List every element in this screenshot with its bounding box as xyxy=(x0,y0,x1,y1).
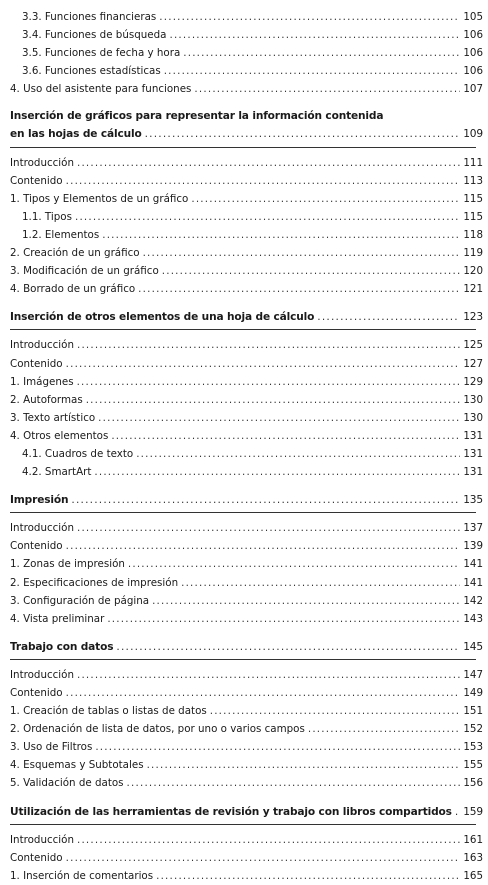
toc-entry-text: 1. Inserción de comentarios xyxy=(10,869,154,882)
toc-entry-text: 4. Esquemas y Subtotales xyxy=(10,759,144,772)
dot-leader xyxy=(143,244,461,262)
toc-entry xyxy=(10,592,483,610)
dot-leader xyxy=(102,226,460,244)
page-number: 163 xyxy=(463,851,483,864)
section-title-text: en las hojas de cálculo xyxy=(10,128,142,141)
page-number: 125 xyxy=(463,339,483,352)
dot-leader xyxy=(147,756,461,774)
toc-entry xyxy=(10,574,483,592)
page-number: 145 xyxy=(463,640,483,653)
toc-entry-text: 3.4. Funciones de búsqueda xyxy=(22,29,167,42)
page-number: 129 xyxy=(463,375,483,388)
dot-leader xyxy=(107,610,460,628)
toc-entry-text: 3. Uso de Filtros xyxy=(10,741,93,754)
dot-leader xyxy=(66,684,461,702)
page-number: 142 xyxy=(463,594,483,607)
toc-section xyxy=(10,108,483,298)
toc-entry-text: 1.2. Elementos xyxy=(22,228,100,241)
toc-section xyxy=(10,308,483,481)
dot-leader xyxy=(128,555,460,573)
toc-entry xyxy=(10,26,483,44)
section-title xyxy=(10,638,483,656)
dot-leader xyxy=(77,336,460,354)
toc-entry xyxy=(10,373,483,391)
toc-entry xyxy=(10,62,483,80)
toc-entry xyxy=(10,720,483,738)
toc-entry-text: Introducción xyxy=(10,156,74,169)
dot-leader xyxy=(156,867,460,885)
toc-entry xyxy=(10,831,483,849)
toc-entry-text: 4. Otros elementos xyxy=(10,429,109,442)
section-divider xyxy=(10,147,476,148)
toc-entry-text: 5. Validación de datos xyxy=(10,777,124,790)
dot-leader xyxy=(145,125,461,143)
dot-leader xyxy=(162,262,461,280)
dot-leader xyxy=(66,537,461,555)
section-title xyxy=(10,308,483,326)
table-of-contents xyxy=(10,8,483,885)
toc-entry-text: 1.1. Tipos xyxy=(22,210,72,223)
page-number: 106 xyxy=(463,65,483,78)
toc-section xyxy=(10,803,483,885)
page-number: 141 xyxy=(463,576,483,589)
dot-leader xyxy=(95,738,460,756)
dot-leader xyxy=(159,8,460,26)
section-title-text: Utilización de las herramientas de revisión y trabajo con libros compartidos xyxy=(10,805,452,818)
section-title-text: Trabajo con datos xyxy=(10,640,114,653)
dot-leader xyxy=(66,355,461,373)
section-title xyxy=(10,491,483,509)
dot-leader xyxy=(71,491,460,509)
page-number: 131 xyxy=(463,447,483,460)
section-title-text: Inserción de gráficos para representar la información contenida xyxy=(10,110,384,123)
page-number: 135 xyxy=(463,494,483,507)
dot-leader xyxy=(77,154,460,172)
dot-leader xyxy=(169,26,460,44)
page-number: 156 xyxy=(463,777,483,790)
toc-entry-text: 1. Tipos y Elementos de un gráfico xyxy=(10,192,189,205)
page-number: 139 xyxy=(463,540,483,553)
toc-continued-entries xyxy=(10,8,483,98)
toc-entry-text: Contenido xyxy=(10,687,63,699)
toc-entry xyxy=(10,555,483,573)
dot-leader xyxy=(308,720,460,738)
toc-entry xyxy=(10,610,483,628)
page-number: 161 xyxy=(463,833,483,846)
page-number: 111 xyxy=(463,156,483,169)
toc-entry-text: 4.1. Cuadros de texto xyxy=(22,447,134,460)
toc-entry-text: 4. Borrado de un gráfico xyxy=(10,283,136,296)
page-number: 106 xyxy=(463,29,483,42)
toc-entry xyxy=(10,190,483,208)
dot-leader xyxy=(317,308,460,326)
page-number: 131 xyxy=(463,429,483,442)
toc-entry-text: 3. Modificación de un gráfico xyxy=(10,265,159,278)
section-title xyxy=(10,108,483,125)
dot-leader xyxy=(77,831,460,849)
toc-entry xyxy=(10,244,483,262)
section-title xyxy=(10,125,483,143)
page-number: 115 xyxy=(463,192,483,205)
toc-entry-text: 1. Creación de tablas o listas de datos xyxy=(10,705,207,718)
page-number: 149 xyxy=(463,687,483,699)
toc-entry xyxy=(10,280,483,298)
toc-entry xyxy=(10,8,483,26)
page-number: 127 xyxy=(463,357,483,370)
dot-leader xyxy=(138,280,460,298)
toc-entry-text: Introducción xyxy=(10,833,74,846)
toc-entry-text: Contenido xyxy=(10,174,63,187)
toc-entry xyxy=(10,409,483,427)
toc-entry xyxy=(10,702,483,720)
toc-entry xyxy=(10,774,483,792)
toc-entry-text: 3.5. Funciones de fecha y hora xyxy=(22,47,181,60)
section-title xyxy=(10,803,483,821)
page-number: 153 xyxy=(463,741,483,754)
toc-sections xyxy=(10,108,483,884)
toc-entry-text: 4. Uso del asistente para funciones xyxy=(10,83,192,96)
dot-leader xyxy=(116,638,460,656)
dot-leader xyxy=(455,803,460,821)
toc-entry xyxy=(10,226,483,244)
page-number: 130 xyxy=(463,411,483,424)
dot-leader xyxy=(86,391,461,409)
toc-entry-text: 3.3. Funciones financieras xyxy=(22,11,157,23)
toc-entry xyxy=(10,154,483,172)
toc-entry-text: Introducción xyxy=(10,668,74,681)
toc-entry xyxy=(10,756,483,774)
dot-leader xyxy=(77,373,461,391)
dot-leader xyxy=(66,172,461,190)
toc-entry-text: Introducción xyxy=(10,522,74,535)
toc-entry xyxy=(10,463,483,481)
toc-entry xyxy=(10,391,483,409)
page-number: 107 xyxy=(463,83,483,96)
toc-entry-text: 2. Creación de un gráfico xyxy=(10,247,140,260)
page-number: 118 xyxy=(463,228,483,241)
toc-entry-text: 2. Autoformas xyxy=(10,393,83,406)
dot-leader xyxy=(94,463,460,481)
section-title-text: Inserción de otros elementos de una hoja de cálculo xyxy=(10,311,315,324)
toc-entry xyxy=(10,738,483,756)
dot-leader xyxy=(164,62,461,80)
toc-entry-text: 4. Vista preliminar xyxy=(10,612,105,625)
dot-leader xyxy=(111,427,460,445)
dot-leader xyxy=(77,519,460,537)
toc-entry-text: 3. Configuración de página xyxy=(10,594,150,607)
toc-entry xyxy=(10,427,483,445)
dot-leader xyxy=(183,44,460,62)
page-number: 106 xyxy=(463,47,483,60)
section-divider xyxy=(10,824,476,825)
page-number: 130 xyxy=(463,393,483,406)
toc-entry-text: 3.6. Funciones estadísticas xyxy=(22,65,161,78)
dot-leader xyxy=(75,208,460,226)
page-number: 143 xyxy=(463,612,483,625)
page-number: 123 xyxy=(463,311,483,324)
section-divider xyxy=(10,329,476,330)
page-number: 115 xyxy=(463,210,483,223)
toc-section xyxy=(10,491,483,628)
toc-entry-text: Introducción xyxy=(10,339,74,352)
toc-entry-text: 4.2. SmartArt xyxy=(22,466,92,479)
page-number: 109 xyxy=(463,128,483,141)
page-number: 121 xyxy=(463,283,483,296)
page-number: 120 xyxy=(463,265,483,278)
toc-entry-text: Contenido xyxy=(10,357,63,370)
section-title-text: Impresión xyxy=(10,494,69,507)
dot-leader xyxy=(152,592,460,610)
dot-leader xyxy=(127,774,461,792)
toc-entry-text: 3. Texto artístico xyxy=(10,411,96,424)
toc-entry xyxy=(10,867,483,885)
toc-entry xyxy=(10,666,483,684)
toc-entry xyxy=(10,849,483,867)
toc-entry xyxy=(10,44,483,62)
toc-entry-text: 2. Especificaciones de impresión xyxy=(10,576,179,589)
toc-entry xyxy=(10,262,483,280)
page-number: 105 xyxy=(463,11,483,23)
toc-entry-text: Contenido xyxy=(10,851,63,864)
section-divider xyxy=(10,512,476,513)
page-number: 165 xyxy=(463,869,483,882)
dot-leader xyxy=(210,702,461,720)
section-divider xyxy=(10,659,476,660)
dot-leader xyxy=(194,80,460,98)
page-number: 113 xyxy=(463,174,483,187)
toc-entry xyxy=(10,208,483,226)
dot-leader xyxy=(191,190,460,208)
dot-leader xyxy=(77,666,460,684)
page-number: 152 xyxy=(463,723,483,736)
toc-entry xyxy=(10,519,483,537)
dot-leader xyxy=(98,409,460,427)
toc-entry-text: Contenido xyxy=(10,540,63,553)
page-number: 147 xyxy=(463,668,483,681)
toc-entry xyxy=(10,684,483,702)
dot-leader xyxy=(66,849,461,867)
dot-leader xyxy=(181,574,460,592)
toc-entry-text: 1. Zonas de impresión xyxy=(10,558,125,571)
page-number: 155 xyxy=(463,759,483,772)
toc-entry xyxy=(10,172,483,190)
dot-leader xyxy=(136,445,460,463)
page-number: 141 xyxy=(463,558,483,571)
page-number: 137 xyxy=(463,522,483,535)
page-number: 159 xyxy=(463,805,483,818)
page-number: 151 xyxy=(463,705,483,718)
toc-entry xyxy=(10,336,483,354)
toc-entry-text: 2. Ordenación de lista de datos, por uno o varios campos xyxy=(10,723,305,736)
page-number: 131 xyxy=(463,466,483,479)
toc-section xyxy=(10,638,483,793)
toc-entry xyxy=(10,80,483,98)
toc-entry-text: 1. Imágenes xyxy=(10,375,74,388)
toc-entry xyxy=(10,445,483,463)
toc-entry xyxy=(10,537,483,555)
page-number: 119 xyxy=(463,247,483,260)
toc-entry xyxy=(10,355,483,373)
